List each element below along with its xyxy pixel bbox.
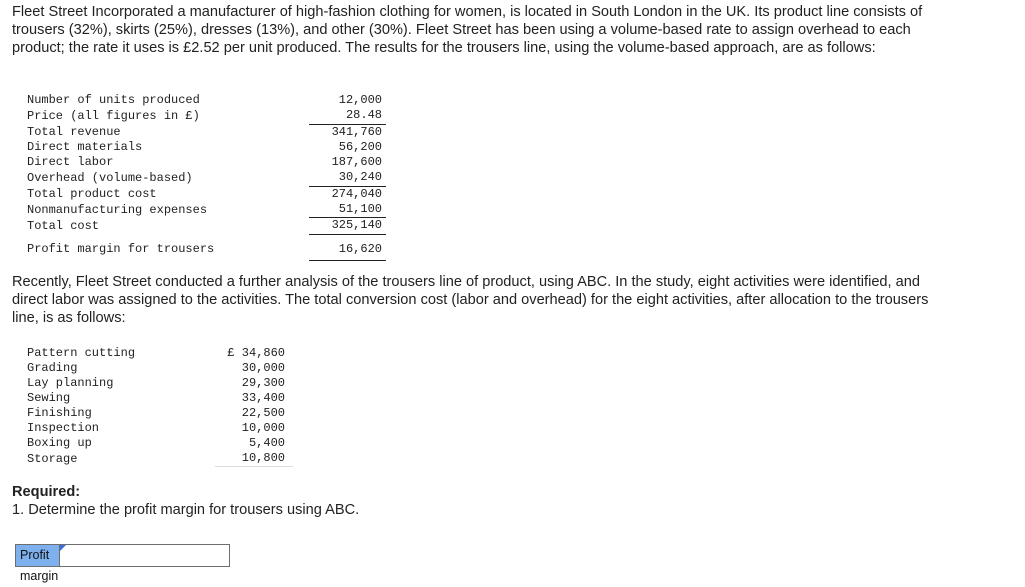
- row-value: 28.48: [309, 108, 386, 124]
- table-row: [22, 391, 293, 406]
- row-value: 325,140: [309, 218, 386, 234]
- row-value: 187,600: [331, 155, 382, 170]
- row-value: 341,760: [331, 124, 382, 139]
- activity-label: Finishing: [27, 406, 92, 420]
- abc-paragraph: Recently, Fleet Street conducted a further analysis of the trousers line of product, using ABC. In the study, eight activities were identified, and direct labor was assigned to the activities. The total conversion cost (labor and overhead) for the eight activities, after allocation to the trousers line, is as follows:: [12, 274, 929, 326]
- row-label: Price (all figures in £): [27, 108, 200, 123]
- required-heading: Required:: [12, 484, 81, 500]
- row-label: Number of units produced: [27, 93, 200, 107]
- table-row: [22, 170, 386, 186]
- profit-margin-input[interactable]: [60, 545, 229, 566]
- intro-paragraph: Fleet Street Incorporated a manufacturer of high-fashion clothing for women, is located in South London in the UK. Its product line consists of trousers (32%), skirts (25%), dresses (13%), and other (30%). Fleet Street has been using a volume-based rate to assign overhead to each product; the rate it uses is £2.52 per unit produced. The results for the trousers line, using the volume-based approach, are as follows:: [12, 4, 923, 56]
- activity-cost: 10,000: [241, 421, 285, 435]
- activity-cost: 22,500: [241, 406, 285, 420]
- row-value: 30,240: [309, 170, 386, 186]
- answer-row: [15, 544, 230, 583]
- activity-cost: £ 34,860: [227, 346, 285, 360]
- table-row: [22, 124, 386, 140]
- table-row: [22, 186, 386, 202]
- answer-cell[interactable]: [60, 545, 229, 566]
- activity-label: Inspection: [27, 421, 100, 435]
- table-row: [22, 140, 386, 155]
- activity-cost: 30,000: [241, 361, 285, 375]
- table-row: [22, 155, 386, 170]
- row-label: Direct materials: [27, 139, 143, 154]
- row-label: Total product cost: [27, 186, 157, 201]
- row-label: Nonmanufacturing expenses: [27, 202, 208, 217]
- activity-label: Lay planning: [27, 376, 114, 390]
- row-value: 51,100: [309, 202, 386, 218]
- activity-cost: 33,400: [241, 391, 285, 405]
- activity-cost: 29,300: [241, 376, 285, 390]
- row-value: 274,040: [331, 186, 382, 201]
- row-label: Total revenue: [27, 124, 121, 139]
- activities-table: [22, 346, 293, 467]
- row-value: 16,620: [309, 234, 386, 260]
- table-row: [22, 346, 293, 361]
- table-row: [22, 406, 293, 421]
- activity-label: Pattern cutting: [27, 346, 136, 360]
- row-value: 56,200: [338, 139, 382, 154]
- activity-label: Sewing: [27, 391, 71, 405]
- table-row: [22, 451, 293, 467]
- answer-label: Profit margin: [16, 545, 60, 566]
- table-row: [22, 376, 293, 391]
- table-row: [22, 234, 386, 260]
- row-value: 12,000: [338, 93, 382, 107]
- table-row: [22, 361, 293, 376]
- table-row: [22, 202, 386, 218]
- activity-label: Grading: [27, 361, 78, 375]
- table-row: [22, 421, 293, 436]
- row-label: Direct labor: [27, 155, 114, 170]
- table-row: [22, 436, 293, 451]
- question-text: 1. Determine the profit margin for trousers using ABC.: [12, 502, 360, 518]
- activity-label: Storage: [27, 451, 78, 466]
- table-row: [22, 108, 386, 124]
- row-label: Total cost: [27, 218, 100, 233]
- activity-cost: 10,800: [215, 451, 293, 467]
- activity-label: Boxing up: [27, 436, 92, 450]
- input-corner-marker-icon: [60, 545, 66, 551]
- volume-based-results-table: [22, 93, 386, 261]
- activity-cost: 5,400: [248, 436, 285, 450]
- row-label: Overhead (volume-based): [27, 170, 193, 185]
- row-label: Profit margin for trousers: [27, 241, 215, 256]
- table-row: [22, 93, 386, 108]
- table-row: [22, 218, 386, 234]
